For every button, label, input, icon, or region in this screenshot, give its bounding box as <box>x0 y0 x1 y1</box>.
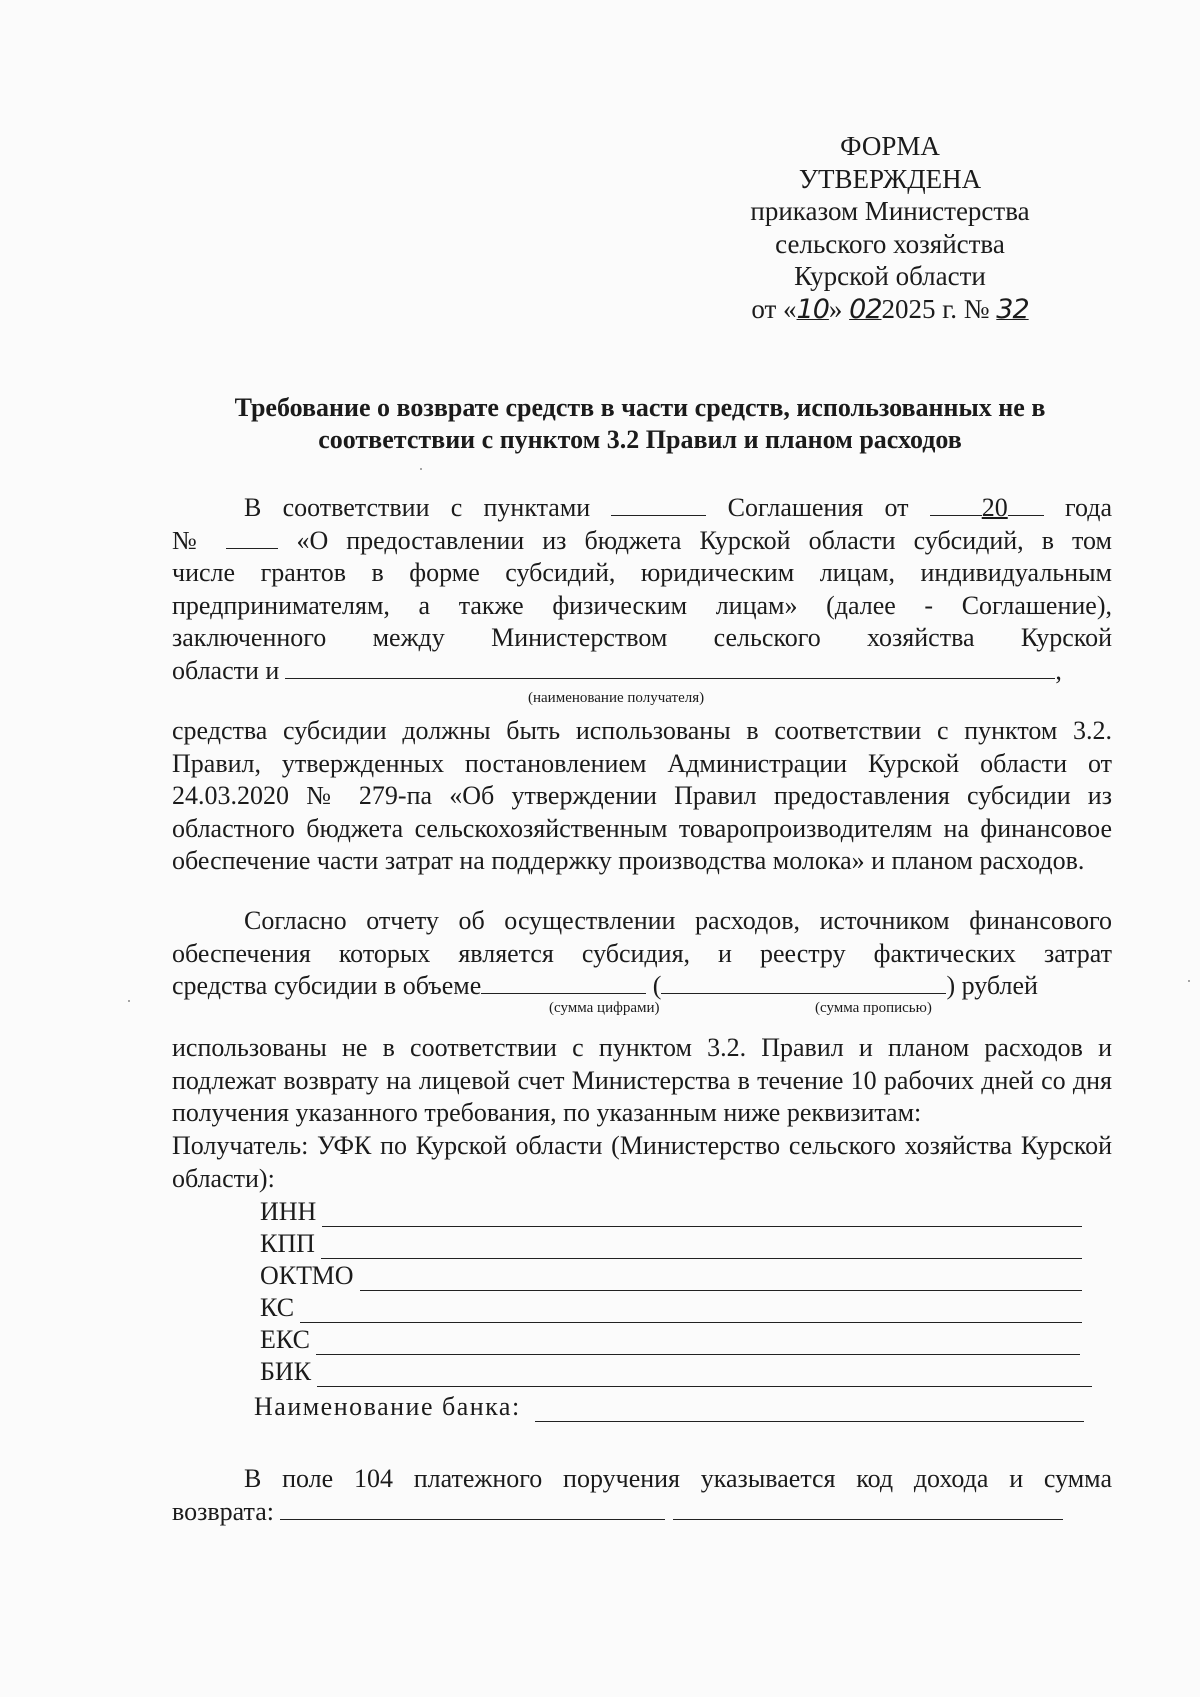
kpp-field <box>260 1229 1082 1259</box>
para1-text-b: Соглашения от <box>727 493 909 522</box>
kpp-blank <box>321 1236 1082 1259</box>
year-number-label: 2025 г. № <box>881 293 990 324</box>
payment-line-2 <box>172 1496 1112 1529</box>
para1-line-4: предпринимателям, а также физическим лицам» (далее - Соглашение), <box>172 590 1112 620</box>
handwritten-month: 02 <box>849 293 882 325</box>
payment-line-1: В поле 104 платежного поручения указывается код дохода и сумма <box>244 1464 1112 1493</box>
year-blank-group <box>930 493 1044 522</box>
scan-speck <box>1188 980 1190 982</box>
para1-line-2 <box>172 525 1112 558</box>
number-sign: № <box>172 525 209 555</box>
recipient-name-blank <box>285 656 1055 679</box>
para3-text-a: средства субсидии в объеме <box>172 971 482 1000</box>
sum-words-blank <box>661 971 946 994</box>
inn-field <box>260 1197 1082 1227</box>
bik-label: БИК <box>260 1357 312 1386</box>
title-line-2: соответствии с пунктом 3.2 Правил и планом расходов <box>318 425 962 454</box>
bank-field <box>254 1392 1084 1422</box>
sum-digits-caption: (сумма цифрами) <box>549 1000 660 1016</box>
sum-words-caption: (сумма прописью) <box>815 1000 932 1016</box>
eks-label: ЕКС <box>260 1325 310 1354</box>
para1-line-3: числе грантов в форме субсидий, юридическим лицам, индивидуальным <box>172 558 1112 587</box>
ks-label: КС <box>260 1293 295 1322</box>
para1-text-d: года <box>1064 493 1112 522</box>
handwritten-day: 10 <box>796 293 829 325</box>
eks-blank <box>316 1332 1080 1355</box>
return-paragraph: использованы не в соответствии с пунктом 3.2. Правил и планом расходов и подлежат возврату на лицевой счет Министерства в течение 10 рабочих дней со дня получения указанного требования, по указанным ниже реквизитам: <box>172 1033 1112 1127</box>
title-line-1: Требование о возврате средств в части средств, использованных не в <box>234 393 1046 422</box>
approval-approved-label: УТВЕРЖДЕНА <box>798 163 982 194</box>
recipient-name-caption: (наименование получателя) <box>528 690 705 706</box>
approval-block <box>660 130 1120 326</box>
scan-speck <box>420 468 422 470</box>
bank-label: Наименование банка: <box>254 1392 521 1421</box>
agreement-paragraph <box>172 492 1112 687</box>
para3-line-1: Согласно отчету об осуществлении расходов, источником финансового <box>244 906 1112 935</box>
para1-line-5: заключенного между Министерством сельского хозяйства Курской <box>172 623 1112 652</box>
para1-text-l2: «О предоставлении из бюджета Курской области субсидий, в том <box>296 525 1113 555</box>
bank-blank <box>535 1399 1084 1422</box>
inn-blank <box>322 1204 1082 1227</box>
oktmo-field <box>260 1261 1082 1291</box>
handwritten-order-number: 32 <box>996 293 1029 325</box>
approval-date-line <box>660 293 1120 327</box>
approval-form-label: ФОРМА <box>840 131 940 161</box>
ks-field <box>260 1293 1082 1323</box>
para3-line-3 <box>172 970 1112 1003</box>
bik-blank <box>317 1364 1092 1387</box>
bik-field <box>260 1357 1092 1387</box>
return-sum-blank <box>673 1497 1063 1520</box>
para1-text-a: В соответствии с пунктами <box>244 493 591 522</box>
paren-open: ( <box>652 971 662 1000</box>
income-code-blank <box>280 1497 665 1520</box>
para1-line-1 <box>172 492 1112 525</box>
date-prefix: от « <box>751 293 797 324</box>
oktmo-blank <box>360 1268 1082 1291</box>
quote-close: » <box>828 293 843 324</box>
year-blank <box>1008 493 1044 516</box>
para1-comma: , <box>1055 655 1062 685</box>
ks-blank <box>300 1300 1082 1323</box>
kpp-label: КПП <box>260 1229 315 1258</box>
para1-line-6 <box>172 655 1112 688</box>
approval-region-label: Курской области <box>794 261 986 291</box>
eks-field <box>260 1325 1080 1355</box>
points-blank <box>611 493 706 516</box>
inn-label: ИНН <box>260 1197 317 1226</box>
report-paragraph <box>172 905 1112 1003</box>
sum-digits-blank <box>481 971 646 994</box>
para1-text-l6: области и <box>172 655 280 685</box>
document-title <box>160 392 1120 456</box>
payment-return-label: возврата: <box>172 1496 274 1526</box>
date-blank <box>930 493 982 516</box>
oktmo-label: ОКТМО <box>260 1261 354 1290</box>
agreement-number-blank <box>226 526 278 549</box>
approval-ministry-label: сельского хозяйства <box>775 228 1005 259</box>
payment-paragraph <box>172 1463 1112 1528</box>
approval-order-label: приказом Министерства <box>750 196 1030 226</box>
para3-text-c: ) рублей <box>946 971 1038 1000</box>
rules-paragraph: средства субсидии должны быть использованы в соответствии с пунктом 3.2. Правил, утвержденных постановлением Администрации Курской области от 24.03.2020 № 279-па «Об утверждении Правил предоставления субсидии из областного бюджета сельскохозяйственным товаропроизводителям на финансовое обеспечение части затрат на поддержку производства молока» и планом расходов. <box>172 716 1112 875</box>
para3-line-2: обеспечения которых является субсидия, и реестру фактических затрат <box>172 938 1112 968</box>
recipient-paragraph: Получатель: УФК по Курской области (Министерство сельского хозяйства Курской области): <box>172 1131 1112 1193</box>
year-prefix: 20 <box>981 493 1008 522</box>
scan-speck <box>128 1000 130 1002</box>
